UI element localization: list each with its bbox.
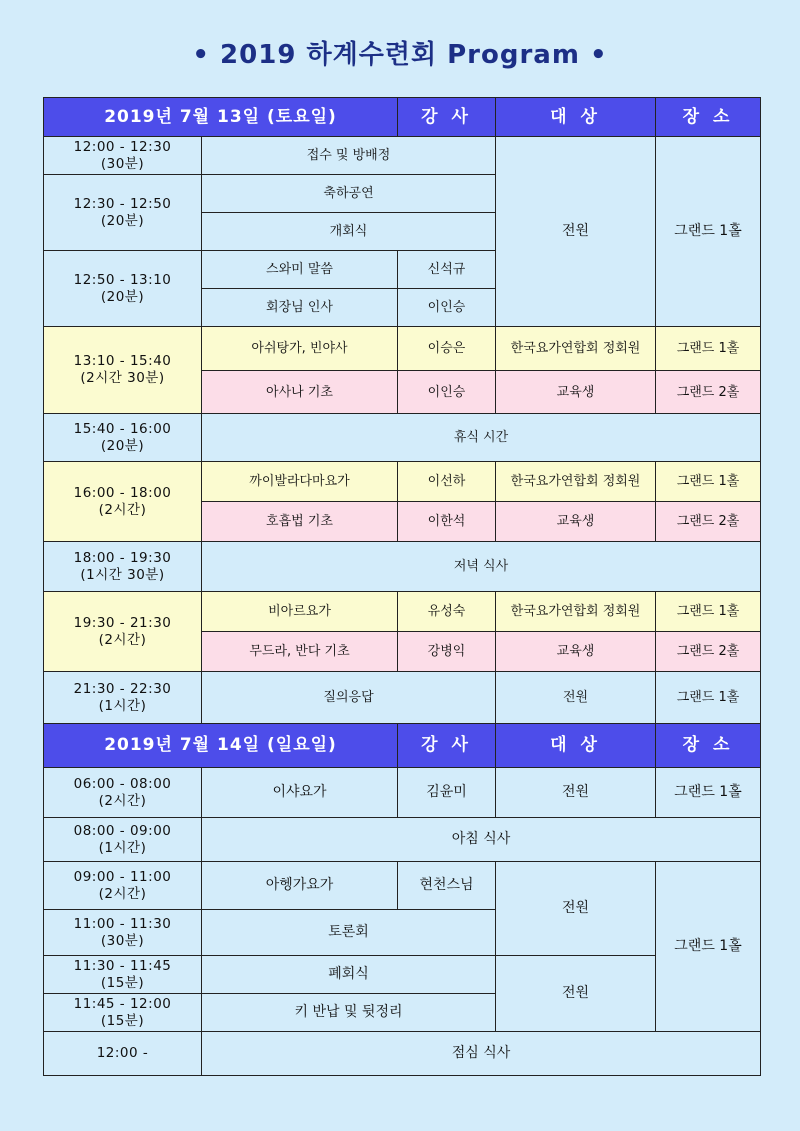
time-range: 21:30 - 22:30: [73, 680, 172, 697]
program-cell: 비아르요가: [202, 592, 398, 632]
duration: (20분): [100, 288, 145, 305]
day2-date-header: 2019년 7월 14일 (일요일): [44, 724, 398, 768]
target-header: 대 상: [496, 98, 656, 137]
duration: (20분): [100, 212, 145, 229]
program-cell: 무드라, 반다 기초: [202, 632, 398, 672]
target-cell: 한국요가연합회 정회원: [496, 327, 656, 371]
table-row: [44, 542, 761, 592]
time-cell: [44, 910, 202, 956]
target-cell: 교육생: [496, 632, 656, 672]
instructor-cell: 이인승: [398, 289, 496, 327]
time-range: 13:10 - 15:40: [73, 353, 172, 369]
program-cell: 저녁 식사: [202, 542, 761, 592]
time-cell: [44, 592, 202, 672]
time-range: 12:00 - 12:30: [73, 138, 172, 155]
time-range: 06:00 - 08:00: [73, 775, 172, 792]
target-cell: 전원: [496, 672, 656, 724]
program-cell: 토론회: [202, 910, 496, 956]
place-header: 장 소: [656, 724, 761, 768]
target-cell: 전원: [496, 956, 656, 1032]
time-range: 11:00 - 11:30: [73, 915, 172, 932]
duration: (1시간 30분): [80, 566, 165, 583]
program-cell: 아쉬탕가, 빈야사: [202, 327, 398, 371]
place-cell: 그랜드 1홀: [656, 137, 761, 327]
program-cell: 폐회식: [202, 956, 496, 994]
time-cell: [44, 137, 202, 175]
program-cell: 스와미 말씀: [202, 251, 398, 289]
time-range: 11:30 - 11:45: [73, 957, 172, 974]
place-cell: 그랜드 1홀: [656, 327, 761, 371]
duration: (20분): [100, 437, 145, 454]
program-cell: 이샤요가: [202, 768, 398, 818]
program-cell: 점심 식사: [202, 1032, 761, 1076]
program-cell: 호흡법 기초: [202, 502, 398, 542]
program-cell: 키 반납 및 뒷정리: [202, 994, 496, 1032]
program-cell: 회장님 인사: [202, 289, 398, 327]
day1-header-row: [44, 98, 761, 137]
time-cell: 12:00 -: [44, 1032, 202, 1076]
time-cell: [44, 672, 202, 724]
time-range: 12:50 - 13:10: [73, 271, 172, 288]
duration: (1시간): [98, 839, 147, 856]
target-cell: 전원: [496, 862, 656, 956]
time-cell: [44, 175, 202, 251]
duration: (15분): [100, 974, 145, 991]
time-cell: [44, 542, 202, 592]
program-cell: 아사나 기초: [202, 371, 398, 414]
day2-header-row: [44, 724, 761, 768]
instructor-cell: 강병익: [398, 632, 496, 672]
table-row: [44, 672, 761, 724]
place-header: 장 소: [656, 98, 761, 137]
duration: (2시간): [98, 885, 147, 902]
duration: (2시간): [98, 631, 147, 648]
table-row: [44, 768, 761, 818]
page-title: • 2019 하계수련회 Program •: [192, 40, 608, 70]
target-cell: 전원: [496, 137, 656, 327]
time-cell: [44, 818, 202, 862]
target-cell: 교육생: [496, 502, 656, 542]
duration: (2시간 30분): [80, 370, 165, 386]
program-cell: 개회식: [202, 213, 496, 251]
instructor-header: 강 사: [398, 98, 496, 137]
time-cell: [44, 251, 202, 327]
place-cell: 그랜드 2홀: [656, 502, 761, 542]
time-range: 19:30 - 21:30: [73, 614, 172, 631]
time-cell: [44, 768, 202, 818]
time-cell: [44, 414, 202, 462]
target-header: 대 상: [496, 724, 656, 768]
place-cell: 그랜드 2홀: [656, 632, 761, 672]
place-cell: 그랜드 1홀: [656, 672, 761, 724]
place-cell: 그랜드 2홀: [656, 371, 761, 414]
day1-date-header: 2019년 7월 13일 (토요일): [44, 98, 398, 137]
duration: (1시간): [98, 697, 147, 714]
time-range: 09:00 - 11:00: [73, 868, 172, 885]
duration: (30분): [100, 932, 145, 949]
duration: (30분): [100, 155, 145, 172]
target-cell: 한국요가연합회 정회원: [496, 592, 656, 632]
time-cell: [44, 956, 202, 994]
duration: (2시간): [98, 792, 147, 809]
instructor-cell: 이인승: [398, 371, 496, 414]
instructor-cell: 신석규: [398, 251, 496, 289]
program-schedule-table: [43, 97, 761, 1076]
time-range: 15:40 - 16:00: [73, 420, 172, 437]
instructor-cell: 현천스님: [398, 862, 496, 910]
place-cell: 그랜드 1홀: [656, 862, 761, 1032]
table-row: [44, 862, 761, 910]
duration: (15분): [100, 1012, 145, 1029]
time-cell: [44, 994, 202, 1032]
time-range: 12:30 - 12:50: [73, 195, 172, 212]
time-cell: [44, 862, 202, 910]
instructor-cell: 유성숙: [398, 592, 496, 632]
time-range: 11:45 - 12:00: [73, 995, 172, 1012]
place-cell: 그랜드 1홀: [656, 768, 761, 818]
instructor-cell: 이한석: [398, 502, 496, 542]
time-range: 18:00 - 19:30: [73, 549, 172, 566]
program-cell: 축하공연: [202, 175, 496, 213]
table-row: [44, 137, 761, 175]
table-row: [44, 1032, 761, 1076]
table-row: [44, 462, 761, 502]
table-row: [44, 592, 761, 632]
table-row: [44, 818, 761, 862]
time-cell: [44, 327, 202, 414]
table-row: [44, 414, 761, 462]
instructor-cell: 이승은: [398, 327, 496, 371]
instructor-header: 강 사: [398, 724, 496, 768]
program-cell: 아침 식사: [202, 818, 761, 862]
time-range: 08:00 - 09:00: [73, 822, 172, 839]
table-row: [44, 327, 761, 371]
program-cell: 질의응답: [202, 672, 496, 724]
duration: (2시간): [98, 501, 147, 518]
target-cell: 교육생: [496, 371, 656, 414]
time-range: 16:00 - 18:00: [73, 484, 172, 501]
target-cell: 한국요가연합회 정회원: [496, 462, 656, 502]
time-cell: [44, 462, 202, 542]
table-row: [44, 956, 761, 994]
place-cell: 그랜드 1홀: [656, 592, 761, 632]
program-cell: 휴식 시간: [202, 414, 761, 462]
place-cell: 그랜드 1홀: [656, 462, 761, 502]
instructor-cell: 이선하: [398, 462, 496, 502]
program-cell: 까이발라다마요가: [202, 462, 398, 502]
program-cell: 접수 및 방배정: [202, 137, 496, 175]
program-cell: 아헹가요가: [202, 862, 398, 910]
instructor-cell: 김윤미: [398, 768, 496, 818]
target-cell: 전원: [496, 768, 656, 818]
